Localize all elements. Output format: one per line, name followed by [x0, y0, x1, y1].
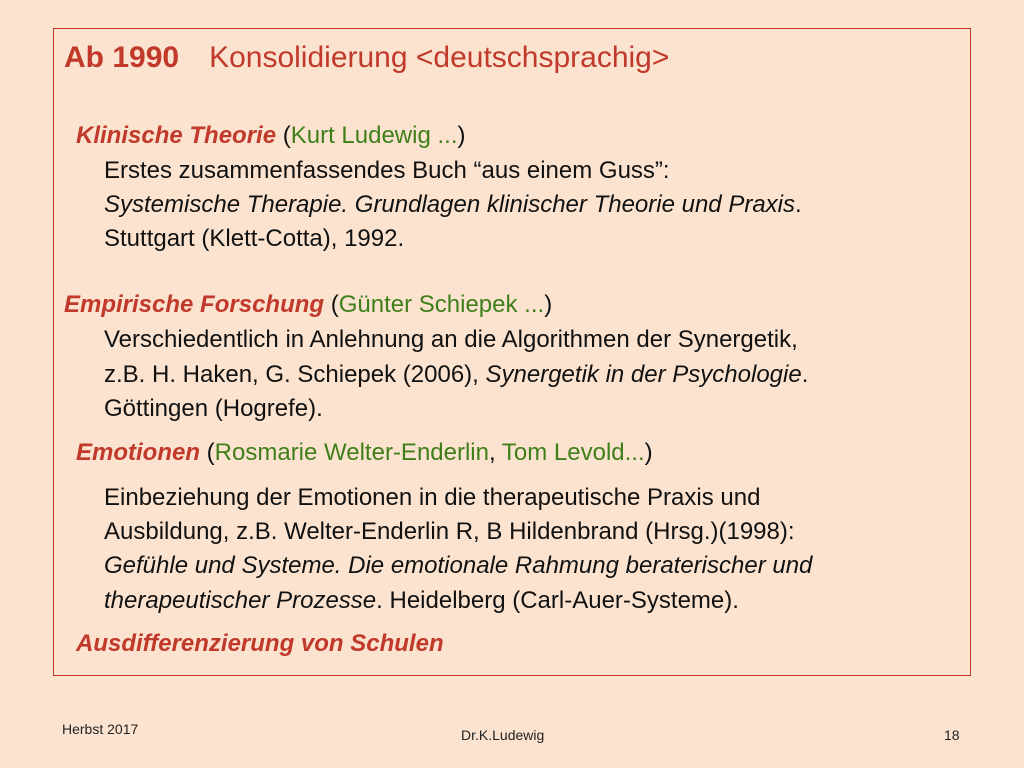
footer-page-number: 18 — [944, 727, 960, 743]
person-welter-enderlin: Rosmarie Welter-Enderlin — [214, 439, 489, 466]
footer-author: Dr.K.Ludewig — [461, 727, 545, 743]
slide-title — [64, 40, 669, 76]
footer-date: Herbst 2017 — [62, 721, 139, 737]
section-klinisch-header: Klinische Theorie (Kurt Ludewig ...) — [76, 122, 466, 149]
topic-klinische-theorie: Klinische Theorie — [76, 122, 277, 149]
section-empirisch-header: Empirische Forschung (Günter Schiepek ...) — [64, 291, 553, 318]
book-title-systemische-therapie: Systemische Therapie. Grundlagen klinischer Theorie und Praxis — [104, 191, 795, 218]
person-schiepek: Günter Schiepek ... — [338, 291, 545, 318]
section-emotionen-header: Emotionen (Rosmarie Welter-Enderlin, Tom Levold...) — [76, 439, 653, 466]
book-title-synergetik: Synergetik in der Psychologie — [485, 361, 802, 388]
book-title-gefuehle: therapeutischer Prozesse — [104, 587, 377, 614]
title-year: Ab 1990 — [64, 41, 180, 74]
person-ludewig: Kurt Ludewig ... — [290, 122, 458, 149]
empirisch-line-3: Göttingen (Hogrefe). — [104, 395, 323, 422]
topic-ausdifferenzierung: Ausdifferenzierung von Schulen — [76, 630, 444, 657]
emotionen-line-4: therapeutischer Prozesse. Heidelberg (Carl-Auer-Systeme). — [104, 587, 739, 614]
title-text: Konsolidierung <deutschsprachig> — [209, 41, 670, 74]
emotionen-line-3: Gefühle und Systeme. Die emotionale Rahmung beraterischer und — [104, 552, 813, 579]
emotionen-line-1: Einbeziehung der Emotionen in die therapeutische Praxis und — [104, 484, 761, 511]
person-levold: Tom Levold... — [501, 439, 645, 466]
empirisch-line-1: Verschiedentlich in Anlehnung an die Algorithmen der Synergetik, — [104, 326, 798, 353]
topic-empirische-forschung: Empirische Forschung — [64, 291, 325, 318]
empirisch-line-2: z.B. H. Haken, G. Schiepek (2006), Synergetik in der Psychologie. — [104, 361, 809, 388]
emotionen-line-2: Ausbildung, z.B. Welter-Enderlin R, B Hildenbrand (Hrsg.)(1998): — [104, 518, 795, 545]
klinisch-line-2: Systemische Therapie. Grundlagen klinischer Theorie und Praxis. — [104, 191, 802, 218]
klinisch-line-3: Stuttgart (Klett-Cotta), 1992. — [104, 225, 405, 252]
section-schulen-header — [76, 628, 444, 660]
topic-emotionen: Emotionen — [76, 439, 200, 466]
klinisch-line-1: Erstes zusammenfassendes Buch “aus einem Guss”: — [104, 157, 670, 184]
